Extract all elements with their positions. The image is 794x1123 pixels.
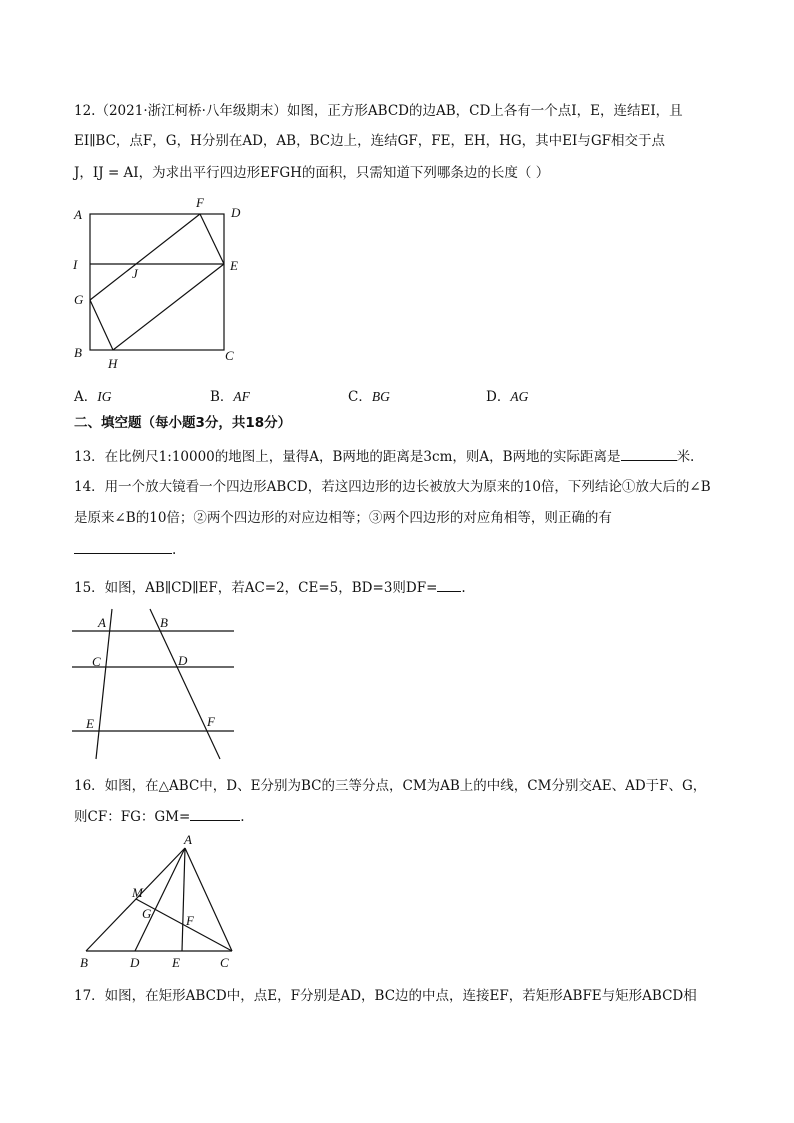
q15-text-a: 15．如图，AB∥CD∥EF，若AC=2，CE=5，BD=3则DF= — [74, 580, 438, 596]
label-c: C — [92, 654, 101, 669]
label-f: F — [196, 195, 204, 210]
q12-option-b: B．AF — [210, 389, 250, 405]
label-d: D — [231, 205, 241, 220]
label-b: B — [74, 345, 82, 360]
label-a: A — [74, 207, 82, 222]
q16-text-a: 则CF：FG：GM= — [74, 809, 191, 825]
section-fill-in-heading: 二、填空题（每小题3分，共18分） — [74, 415, 292, 431]
q15-text-b: . — [461, 580, 466, 596]
q12-option-d: D．AG — [486, 389, 529, 405]
q16-answer-blank[interactable] — [190, 806, 240, 821]
label-a: A — [98, 615, 106, 630]
q12-line-2: EI∥BC，点F，G，H分别在AD，AB，BC边上，连结GF，FE，EH，HG，其中EI与GF相交于点 — [74, 133, 665, 149]
q13-answer-blank[interactable] — [621, 446, 677, 461]
q12-square-figure — [60, 192, 260, 372]
label-e: E — [86, 716, 94, 731]
label-e: E — [172, 955, 180, 970]
label-i: I — [73, 257, 78, 272]
q12-option-a: A．IG — [74, 389, 112, 405]
segment-eh — [113, 264, 224, 350]
q14-line-2: 是原来∠B的10倍；②两个四边形的对应边相等；③两个四边形的对应角相等，则正确的有 — [74, 510, 612, 526]
label-d: D — [178, 653, 188, 668]
q16-line-2 — [74, 806, 734, 827]
q14-line-1: 14．用一个放大镜看一个四边形ABCD，若这四边形的边长被放大为原来的10倍，下列结论①放大后的∠B — [74, 479, 711, 495]
label-a: A — [184, 832, 192, 847]
label-g: G — [74, 292, 84, 307]
label-f: F — [186, 913, 194, 928]
segment-ac — [185, 848, 232, 951]
segment-gf — [90, 214, 200, 300]
segment-fe — [200, 214, 224, 264]
label-c: C — [225, 348, 234, 363]
segment-ae — [182, 848, 185, 951]
q12-option-c: C．BG — [348, 389, 390, 405]
label-b: B — [80, 955, 88, 970]
square-abcd — [90, 214, 224, 350]
label-d: D — [130, 955, 140, 970]
label-j: J — [132, 266, 138, 281]
label-e: E — [230, 258, 238, 273]
q13-text-a: 13．在比例尺1:10000的地图上，量得A，B两地的距离是3cm，则A，B两地的实际距离是 — [74, 449, 621, 465]
q14-line-3 — [74, 539, 734, 560]
label-b: B — [160, 615, 168, 630]
q15-parallel-lines-figure — [64, 605, 244, 765]
label-f: F — [207, 714, 215, 729]
q13-line — [74, 446, 734, 467]
q15-answer-blank[interactable] — [437, 577, 461, 592]
segment-hg — [90, 300, 113, 350]
q16-line-1: 16．如图，在△ABC中，D、E分别为BC的三等分点，CM为AB上的中线，CM分别交AE、AD于F、G， — [74, 778, 707, 794]
q12-line-3: J，IJ = AI，为求出平行四边形EFGH的面积，只需知道下列哪条边的长度（ ） — [74, 165, 550, 181]
q16-triangle-figure — [70, 832, 250, 976]
label-m: M — [132, 885, 143, 900]
label-h: H — [108, 356, 118, 371]
q12-line-1: 12.（2021·浙江柯桥·八年级期末）如图，正方形ABCD的边AB，CD上各有一个点I，E，连结EI，且 — [74, 103, 683, 119]
q15-line — [74, 577, 734, 598]
q13-text-b: 米. — [676, 449, 695, 465]
q14-text-end: . — [172, 542, 177, 558]
label-c: C — [220, 955, 229, 970]
label-g: G — [142, 906, 152, 921]
q14-answer-blank[interactable] — [74, 539, 172, 554]
q17-line-1: 17．如图，在矩形ABCD中，点E，F分别是AD，BC边的中点，连接EF，若矩形ABFE与矩形ABCD相 — [74, 988, 697, 1004]
q16-text-b: . — [240, 809, 245, 825]
